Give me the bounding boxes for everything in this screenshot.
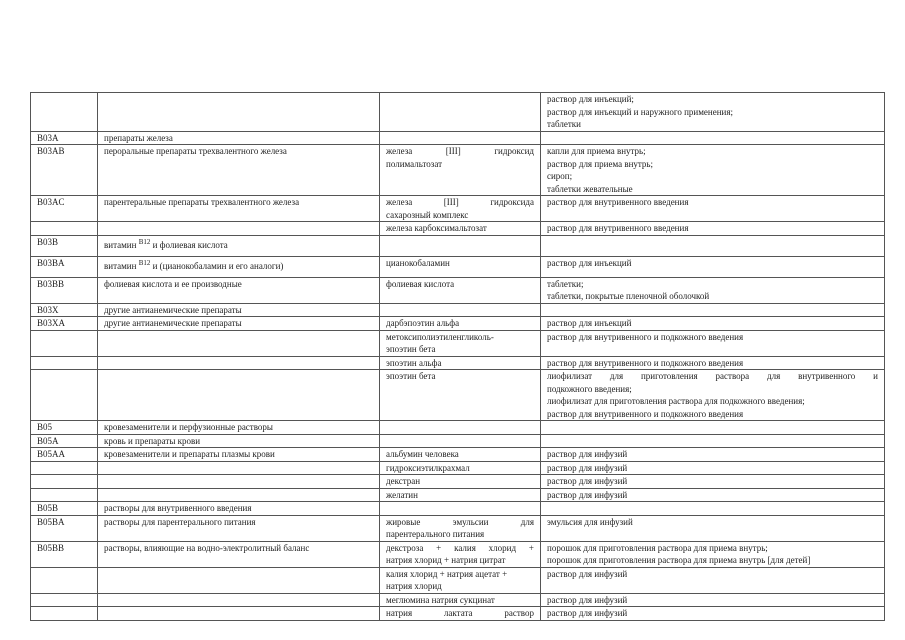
dosage-form-line: порошок для приготовления раствора для приема внутрь [для детей] xyxy=(547,555,811,565)
dosage-form-cell xyxy=(541,488,885,502)
group-name-cell xyxy=(98,370,380,421)
dosage-form-line: раствор для инъекций; xyxy=(547,94,634,104)
drug-name-cell: цианокобаламин xyxy=(380,256,541,277)
atc-code-cell xyxy=(31,593,98,607)
drug-name-line: натрия хлорид xyxy=(386,581,442,591)
dosage-form-cell xyxy=(541,370,885,421)
atc-code-cell: B03A xyxy=(31,131,98,145)
drug-name-cell: желатин xyxy=(380,488,541,502)
dosage-form-line: раствор для внутривенного и подкожного введения xyxy=(547,357,744,368)
atc-code-cell: B05A xyxy=(31,434,98,448)
dosage-form-line: раствор для инъекций xyxy=(547,257,632,268)
group-name-cell: кровезаменители и препараты плазмы крови xyxy=(98,448,380,462)
group-name-cell: кровь и препараты крови xyxy=(98,434,380,448)
dosage-form-cell xyxy=(541,567,885,593)
group-name-suffix: и (цианокобаламин и его аналоги) xyxy=(152,260,284,271)
dosage-form-line: капли для приема внутрь; xyxy=(547,146,646,156)
table-row xyxy=(31,607,885,621)
vitamin-subscript: B12 xyxy=(138,258,151,267)
table-row xyxy=(31,370,885,421)
atc-code-cell xyxy=(31,370,98,421)
document-page xyxy=(30,92,884,621)
drug-name-cell xyxy=(380,421,541,435)
dosage-form-cell xyxy=(541,277,885,303)
dosage-form-line: раствор для внутривенного введения xyxy=(547,197,689,207)
atc-code-cell: B03AB xyxy=(31,145,98,196)
drug-name-line: жировые эмульсии для xyxy=(386,516,534,527)
atc-code-cell xyxy=(31,330,98,356)
dosage-form-line: раствор для внутривенного и подкожного введения xyxy=(547,408,744,419)
table-row xyxy=(31,235,885,256)
dosage-form-cell xyxy=(541,607,885,621)
group-name-cell: растворы для парентерального питания xyxy=(98,515,380,541)
group-name-cell xyxy=(98,593,380,607)
atc-code-cell: B05B xyxy=(31,502,98,516)
table-row xyxy=(31,196,885,222)
dosage-form-cell xyxy=(541,515,885,541)
atc-code-cell: B03XA xyxy=(31,317,98,331)
dosage-form-line: раствор для инъекций и наружного применения; xyxy=(547,106,733,117)
drug-name-cell xyxy=(380,93,541,132)
table-row xyxy=(31,502,885,516)
dosage-form-line: раствор для инфузий xyxy=(547,568,628,579)
drug-name-cell xyxy=(380,330,541,356)
dosage-form-cell xyxy=(541,131,885,145)
group-name-cell: другие антианемические препараты xyxy=(98,303,380,317)
dosage-form-line: раствор для внутривенного введения xyxy=(547,223,689,233)
dosage-form-line: таблетки; xyxy=(547,278,584,289)
atc-code-cell xyxy=(31,607,98,621)
drug-name-cell xyxy=(380,502,541,516)
drug-name-cell: декстран xyxy=(380,475,541,489)
drug-name-line: парентерального питания xyxy=(386,529,485,539)
group-name-cell xyxy=(98,607,380,621)
table-row xyxy=(31,567,885,593)
dosage-form-line: раствор для инфузий xyxy=(547,608,628,618)
atc-code-cell xyxy=(31,488,98,502)
dosage-form-cell xyxy=(541,145,885,196)
dosage-form-cell xyxy=(541,502,885,516)
dosage-form-line: раствор для инъекций xyxy=(547,318,632,328)
dosage-form-cell xyxy=(541,235,885,256)
group-name-cell: другие антианемические препараты xyxy=(98,317,380,331)
drug-name-cell: фолиевая кислота xyxy=(380,277,541,303)
group-name-cell xyxy=(98,567,380,593)
group-name-cell xyxy=(98,93,380,132)
group-name-cell xyxy=(98,256,380,277)
atc-code-cell: B05 xyxy=(31,421,98,435)
atc-code-cell xyxy=(31,461,98,475)
table-row xyxy=(31,93,885,132)
table-row xyxy=(31,330,885,356)
dosage-form-line: раствор для инфузий xyxy=(547,476,628,486)
dosage-form-line: таблетки, покрытые пленочной оболочкой xyxy=(547,291,710,301)
group-name-cell xyxy=(98,488,380,502)
atc-code-cell xyxy=(31,475,98,489)
drug-name-line: полимальтозат xyxy=(386,158,443,169)
atc-code-cell: B05BA xyxy=(31,515,98,541)
group-name-cell xyxy=(98,475,380,489)
drug-name-line: сахарозный комплекс xyxy=(386,209,469,220)
dosage-form-line: порошок для приготовления раствора для приема внутрь; xyxy=(547,542,768,553)
dosage-form-line: раствор для инфузий xyxy=(547,594,628,605)
drug-name-cell xyxy=(380,541,541,567)
drug-name-cell: гидроксиэтилкрахмал xyxy=(380,461,541,475)
table-row xyxy=(31,317,885,331)
dosage-form-cell xyxy=(541,256,885,277)
group-name-suffix: и фолиевая кислота xyxy=(152,239,228,250)
dosage-form-cell xyxy=(541,434,885,448)
drug-name-line: натрия хлорид + натрия цитрат xyxy=(386,555,506,565)
dosage-form-cell xyxy=(541,421,885,435)
drug-name-cell xyxy=(380,303,541,317)
group-name-cell xyxy=(98,330,380,356)
dosage-form-line: раствор для приема внутрь; xyxy=(547,158,654,169)
dosage-form-cell xyxy=(541,222,885,236)
drug-name-cell: эпоэтин бета xyxy=(380,370,541,421)
group-name-cell: растворы для внутривенного введения xyxy=(98,502,380,516)
table-row xyxy=(31,434,885,448)
group-name-cell xyxy=(98,461,380,475)
dosage-form-line: раствор для инфузий xyxy=(547,449,628,459)
drug-name-cell: железа карбоксимальтозат xyxy=(380,222,541,236)
vitamin-subscript: B12 xyxy=(138,237,151,246)
atc-code-cell xyxy=(31,93,98,132)
drug-classification-table xyxy=(30,92,885,621)
table-row xyxy=(31,488,885,502)
group-name-cell: кровезаменители и перфузионные растворы xyxy=(98,421,380,435)
dosage-form-line: лиофилизат для приготовления раствора для подкожного введения; xyxy=(547,396,805,406)
dosage-form-cell xyxy=(541,475,885,489)
drug-name-line: железа [III] гидроксид xyxy=(386,146,534,156)
drug-name-cell xyxy=(380,131,541,145)
group-name-prefix: витамин xyxy=(104,239,137,250)
atc-code-cell xyxy=(31,222,98,236)
dosage-form-cell xyxy=(541,541,885,567)
drug-name-cell: дарбэпоэтин альфа xyxy=(380,317,541,331)
drug-name-line: железа [III] гидроксида xyxy=(386,197,534,207)
drug-name-cell xyxy=(380,196,541,222)
atc-code-cell: B03X xyxy=(31,303,98,317)
group-name-cell xyxy=(98,222,380,236)
drug-name-cell xyxy=(380,145,541,196)
dosage-form-cell xyxy=(541,93,885,132)
drug-name-cell xyxy=(380,515,541,541)
atc-code-cell: B05BB xyxy=(31,541,98,567)
dosage-form-line: сироп; xyxy=(547,171,573,181)
group-name-prefix: витамин xyxy=(104,260,137,271)
table-row xyxy=(31,131,885,145)
group-name-cell xyxy=(98,235,380,256)
dosage-form-line: раствор для инфузий xyxy=(547,489,628,500)
group-name-cell xyxy=(98,356,380,370)
table-row xyxy=(31,541,885,567)
drug-name-cell xyxy=(380,434,541,448)
drug-name-cell xyxy=(380,567,541,593)
group-name-cell: растворы, влияющие на водно-электролитный баланс xyxy=(98,541,380,567)
drug-name-cell xyxy=(380,235,541,256)
atc-code-cell: B03BB xyxy=(31,277,98,303)
atc-code-cell xyxy=(31,356,98,370)
dosage-form-line: эмульсия для инфузий xyxy=(547,516,633,527)
dosage-form-cell xyxy=(541,356,885,370)
group-name-cell: фолиевая кислота и ее производные xyxy=(98,277,380,303)
table-row xyxy=(31,277,885,303)
dosage-form-line: раствор для инфузий xyxy=(547,462,628,473)
drug-name-line: метоксиполиэтиленгликоль- xyxy=(386,331,494,342)
drug-name-cell: меглюмина натрия сукцинат xyxy=(380,593,541,607)
table-row xyxy=(31,461,885,475)
dosage-form-cell xyxy=(541,330,885,356)
table-row xyxy=(31,303,885,317)
atc-code-cell xyxy=(31,567,98,593)
atc-code-cell: B03B xyxy=(31,235,98,256)
drug-name-line: эпоэтин бета xyxy=(386,344,436,354)
dosage-form-line: лиофилизат для приготовления раствора для внутривенного и xyxy=(547,371,878,381)
drug-name-line: декстроза + калия хлорид + xyxy=(386,542,534,553)
atc-code-cell: B03BA xyxy=(31,256,98,277)
dosage-form-cell xyxy=(541,317,885,331)
dosage-form-cell xyxy=(541,303,885,317)
table-row xyxy=(31,356,885,370)
drug-name-line: калия хлорид + натрия ацетат + xyxy=(386,568,508,579)
table-row xyxy=(31,475,885,489)
group-name-cell: препараты железа xyxy=(98,131,380,145)
group-name-cell: пероральные препараты трехвалентного железа xyxy=(98,145,380,196)
table-row xyxy=(31,421,885,435)
group-name-cell: парентеральные препараты трехвалентного железа xyxy=(98,196,380,222)
atc-code-cell: B03AC xyxy=(31,196,98,222)
table-row xyxy=(31,448,885,462)
dosage-form-cell xyxy=(541,196,885,222)
dosage-form-line: таблетки xyxy=(547,119,582,129)
table-row xyxy=(31,256,885,277)
drug-name-cell: эпоэтин альфа xyxy=(380,356,541,370)
drug-name-cell: натрия лактата раствор xyxy=(380,607,541,621)
dosage-form-cell xyxy=(541,593,885,607)
dosage-form-line: подкожного введения; xyxy=(547,383,632,394)
table-row xyxy=(31,222,885,236)
dosage-form-line: таблетки жевательные xyxy=(547,183,633,194)
table-row xyxy=(31,515,885,541)
atc-code-cell: B05AA xyxy=(31,448,98,462)
dosage-form-cell xyxy=(541,461,885,475)
table-row xyxy=(31,145,885,196)
dosage-form-line: раствор для внутривенного и подкожного введения xyxy=(547,331,744,342)
drug-name-cell: альбумин человека xyxy=(380,448,541,462)
dosage-form-cell xyxy=(541,448,885,462)
table-row xyxy=(31,593,885,607)
